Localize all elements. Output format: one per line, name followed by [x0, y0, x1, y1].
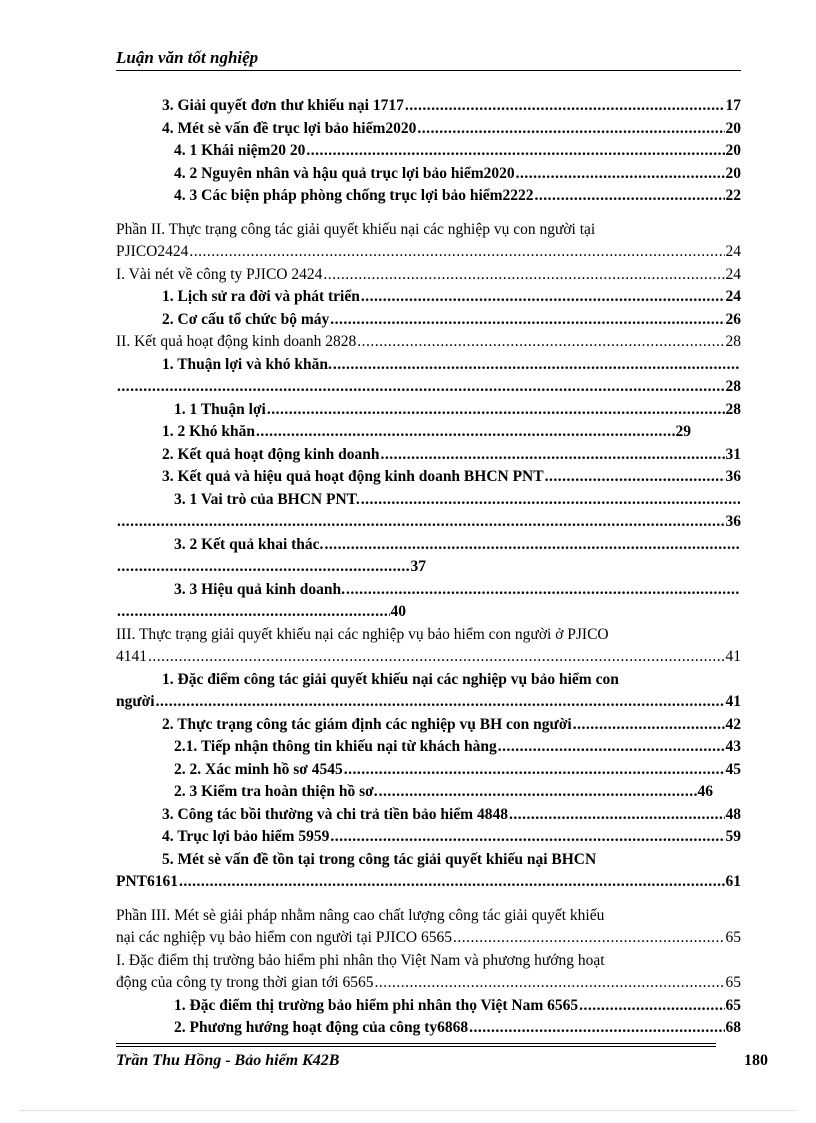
toc-entry[interactable]: 3. 1 Vai trò của BHCN PNT. ..... ..... 36: [116, 489, 741, 534]
toc-entry[interactable]: 3. Công tác bồi thường và chi trả tiền bảo hiểm 4848 ..... 48: [116, 804, 741, 827]
toc-entry[interactable]: 2. 3 Kiểm tra hoàn thiện hồ sơ. ..... 46: [116, 781, 741, 804]
toc-entry[interactable]: 4. 3 Các biện pháp phòng chống trục lợi bảo hiểm2222 ..... 22: [116, 185, 741, 208]
page-header: [116, 48, 741, 71]
toc-entry[interactable]: 3. 3 Hiệu quả kinh doanh. ..... ..... 40: [116, 579, 741, 624]
toc-entry[interactable]: 1. 2 Khó khăn ..... 29: [116, 421, 741, 444]
toc-entry[interactable]: I. Đặc điểm thị trường bảo hiểm phi nhân thọ Việt Nam và phương hướng hoạt động của công ty trong thời gian tới 6565 ..... 65: [116, 950, 741, 995]
toc-entry[interactable]: 5. Mét sè vấn đề tồn tại trong công tác giải quyết khiếu nại BHCN PNT6161 ..... 61: [116, 849, 741, 894]
toc-entry[interactable]: 1. Thuận lợi và khó khăn. ..... ..... 28: [116, 354, 741, 399]
page-bottom-border: [20, 1110, 796, 1111]
toc-entry[interactable]: 1. Đặc điểm thị trường bảo hiểm phi nhân thọ Việt Nam 6565 ..... 65: [116, 995, 741, 1018]
toc-entry[interactable]: 2. Phương hướng hoạt động của công ty6868 ..... 68: [116, 1017, 741, 1040]
page-footer: [116, 1052, 768, 1070]
toc-entry[interactable]: 3. 2 Kết quả khai thác. ..... ..... 37: [116, 534, 741, 579]
toc-entry[interactable]: 2. Cơ cấu tổ chức bộ máy ..... 26: [116, 309, 741, 332]
page-number: 180: [744, 1052, 768, 1069]
toc-entry[interactable]: 2.1. Tiếp nhận thông tin khiếu nại từ khách hàng ..... 43: [116, 736, 741, 759]
toc-entry[interactable]: 2. 2. Xác minh hồ sơ 4545 ..... 45: [116, 759, 741, 782]
toc-entry[interactable]: I. Vài nét về công ty PJICO 2424 ..... 24: [116, 264, 741, 287]
toc-entry[interactable]: 2. Thực trạng công tác giám định các nghiệp vụ BH con người ..... 42: [116, 714, 741, 737]
footer-divider: [116, 1046, 716, 1047]
toc-entry[interactable]: 3. Giải quyết đơn thư khiếu nại 1717 ..... 17: [116, 95, 741, 118]
toc-entry[interactable]: 4. Trục lợi bảo hiểm 5959 ..... 59: [116, 826, 741, 849]
toc-entry[interactable]: 2. Kết quả hoạt động kinh doanh ..... 31: [116, 444, 741, 467]
toc-entry[interactable]: 4. 1 Khái niệm20 20 ..... 20: [116, 140, 741, 163]
toc-entry[interactable]: 1. Lịch sử ra đời và phát triển ..... 24: [116, 286, 741, 309]
footer-divider: [116, 1043, 716, 1044]
toc-entry-part-3[interactable]: Phần III. Mét sè giải pháp nhằm nâng cao chất lượng công tác giải quyết khiếu nại các nghiệp vụ bảo hiểm con người tại PJICO 6565 ..... 65: [116, 905, 741, 950]
table-of-contents: [116, 95, 741, 1040]
toc-entry[interactable]: 1. 1 Thuận lợi ..... 28: [116, 399, 741, 422]
footer-author: Trần Thu Hồng - Bảo hiểm K42B: [116, 1052, 340, 1069]
toc-entry-part-2[interactable]: Phần II. Thực trạng công tác giải quyết khiếu nại các nghiệp vụ con người tại PJICO2424 ..... 24: [116, 219, 741, 264]
header-title: Luận văn tốt nghiệp: [116, 48, 259, 67]
toc-entry-section-3[interactable]: III. Thực trạng giải quyết khiếu nại các nghiệp vụ bảo hiểm con người ở PJICO 4141 ..... 41: [116, 624, 741, 669]
toc-entry[interactable]: 1. Đặc điểm công tác giải quyết khiếu nại các nghiệp vụ bảo hiểm con người ..... 41: [116, 669, 741, 714]
toc-entry[interactable]: 4. Mét sè vấn đề trục lợi bảo hiểm2020 ..... 20: [116, 118, 741, 141]
toc-entry[interactable]: 4. 2 Nguyên nhân và hậu quả trục lợi bảo hiểm2020 ..... 20: [116, 163, 741, 186]
toc-entry[interactable]: 3. Kết quả và hiệu quả hoạt động kinh doanh BHCN PNT ..... 36: [116, 466, 741, 489]
toc-entry[interactable]: II. Kết quả hoạt động kinh doanh 2828 ..... 28: [116, 331, 741, 354]
